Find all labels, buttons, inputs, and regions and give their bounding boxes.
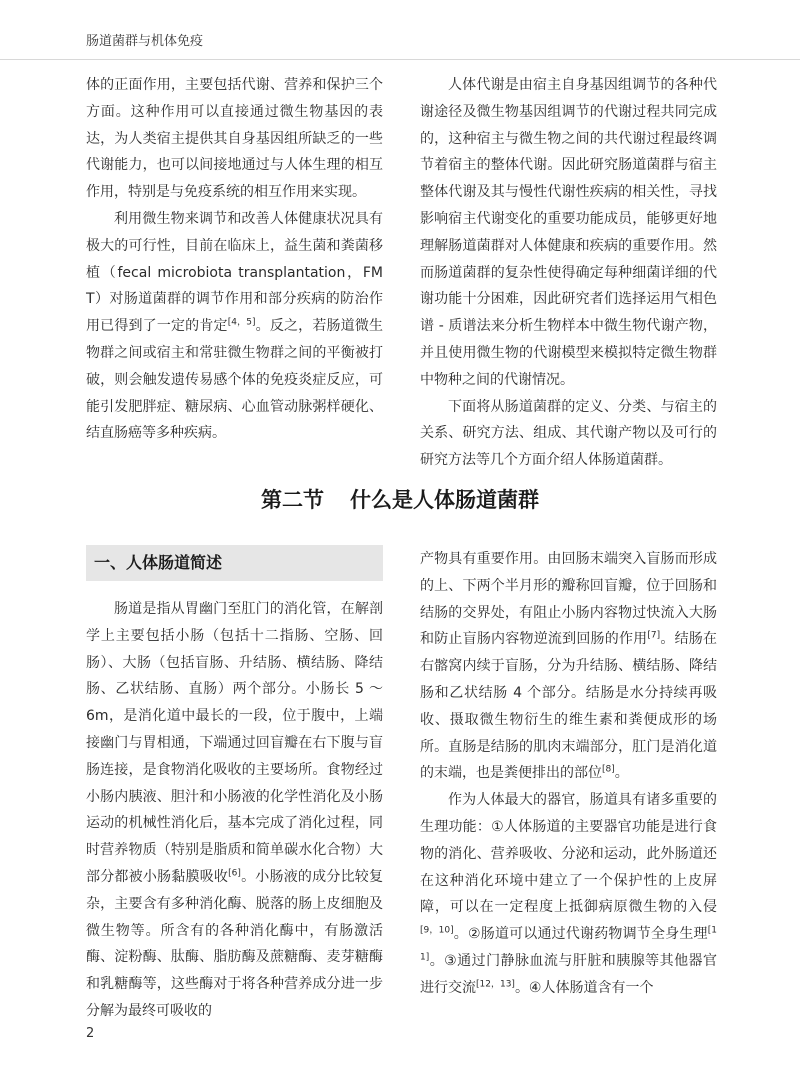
paragraph — [86, 596, 383, 1025]
citation: [6] — [228, 868, 241, 879]
paragraph-text: 作为人体最大的器官，肠道具有诸多重要的生理功能：①人体肠道的主要器官功能是进行食物的消化、营养吸收、分泌和运动，此外肠道还在这种消化环境中建立了一个保护性的上皮屏障，可以在一定程度上抵御病原微生物的入侵 — [420, 792, 717, 916]
citation: [7] — [647, 630, 661, 641]
header-divider — [0, 59, 800, 60]
left-column-bottom — [86, 596, 383, 1025]
citation: [4，5] — [227, 317, 256, 328]
paragraph-text: 。④人体肠道含有一个 — [514, 979, 654, 996]
paragraph: 人体代谢是由宿主自身基因组调节的各种代谢途径及微生物基因组调节的代谢过程共同完成的，这种宿主与微生物之间的共代谢过程最终调节着宿主的整体代谢。因此研究肠道菌群与宿主整体代谢及其与慢性代谢性疾病的相关性，寻找影响宿主代谢变化的重要功能成员，能够更好地理解肠道菌群对人体健康和疾病的重要作用。然而肠道菌群的复杂性使得确定每种细菌详细的代谢功能十分困难，因此研究者们选择运用气相色谱 - 质谱法来分析生物样本中微生物代谢产物，并且使用微生物的代谢模型来模拟特定微生物群中物种之间的代谢情况。 — [420, 77, 717, 388]
paragraph — [420, 546, 717, 787]
paragraph-text: 。③通过门静脉血流与肝脏和胰腺等其他器官进行交流 — [420, 952, 717, 996]
paragraph-text: 。结肠在右髂窝内续于盲肠，分为升结肠、横结肠、降结肠和乙状结肠 4 个部分。结肠是水分持续再吸收、摄取微生物衍生的维生素和粪便成形的场所。直肠是结肠的肌肉末端部分，肛门是消化道的末端，也是粪便排出的部位 — [420, 631, 718, 782]
citation: [12，13] — [476, 979, 515, 990]
running-header: 肠道菌群与机体免疫 — [86, 34, 204, 49]
paragraph: 体的正面作用，主要包括代谢、营养和保护三个方面。这种作用可以直接通过微生物基因的表达，为人类宿主提供其自身基因组所缺乏的一些代谢能力，也可以间接地通过与人体生理的相互作用，特别是与免疫系统的相互作用来实现。 — [86, 77, 383, 201]
citation: [11] — [420, 925, 717, 963]
section-number: 第二节 — [261, 488, 324, 512]
paragraph: 下面将从肠道菌群的定义、分类、与宿主的关系、研究方法、组成、其代谢产物以及可行的研究方法等几个方面介绍人体肠道菌群。 — [420, 398, 717, 469]
paragraph-text: 。小肠液的成分比较复杂，主要含有多种消化酶、脱落的肠上皮细胞及微生物等。所含有的各种消化酶中，有肠激活酶、淀粉酶、肽酶、脂肪酶及蔗糖酶、麦芽糖酶和乳糖酶等，这些酶对于将各种营养成分进一步分解为最终可吸收的 — [86, 868, 383, 1019]
page-number: 2 — [86, 1026, 95, 1041]
paragraph — [86, 206, 383, 447]
section-heading — [0, 484, 800, 514]
paragraph-text: 。反之，若肠道微生物群之间或宿主和常驻微生物群之间的平衡被打破，则会触发遗传易感个体的免疫炎症反应，可能引发肥胖症、糖尿病、心血管动脉粥样硬化、结直肠癌等多种疾病。 — [86, 318, 384, 442]
citation: [9，10] — [420, 925, 454, 936]
subsection-heading: 一、人体肠道简述 — [86, 545, 383, 581]
paragraph-text: 产物具有重要作用。由回肠末端突入盲肠而形成的上、下两个半月形的瓣称回盲瓣，位于回肠和结肠的交界处，有阻止小肠内容物过快流入大肠和防止盲肠内容物逆流到回肠的作用 — [420, 551, 717, 648]
left-column-top — [86, 72, 383, 447]
paragraph-text: 。②肠道可以通过代谢药物调节全身生理 — [453, 926, 708, 943]
paragraph-text: 。 — [614, 765, 629, 782]
paragraph-text: 利用微生物来调节和改善人体健康状况具有极大的可行性，目前在临床上，益生菌和粪菌移植（fecal microbiota transplantation，FMT）对肠道菌群的调节作用和部分疾病的防治作用已得到了一定的肯定 — [86, 210, 383, 335]
paragraph — [420, 787, 717, 1001]
paragraph-text: 肠道是指从胃幽门至肛门的消化管，在解剖学上主要包括小肠（包括十二指肠、空肠、回肠）、大肠（包括盲肠、升结肠、横结肠、降结肠、乙状结肠、直肠）两个部分。小肠长 5 ～ 6m，是消化道中最长的一段，位于腹中，上端接幽门与胃相通，下端通过回盲瓣在右下腹与盲肠连接，是食物消化吸收的主要场所。食物经过小肠内胰液、胆汁和小肠液的化学性消化及小肠运动的机械性消化后，基本完成了消化过程，同时营养物质（特别是脂质和简单碳水化合物）大部分都被小肠黏膜吸收 — [86, 601, 383, 885]
right-column-top — [420, 72, 717, 474]
right-column-bottom — [420, 546, 717, 1002]
section-title: 什么是人体肠道菌群 — [350, 488, 539, 512]
citation: [8] — [602, 764, 615, 775]
